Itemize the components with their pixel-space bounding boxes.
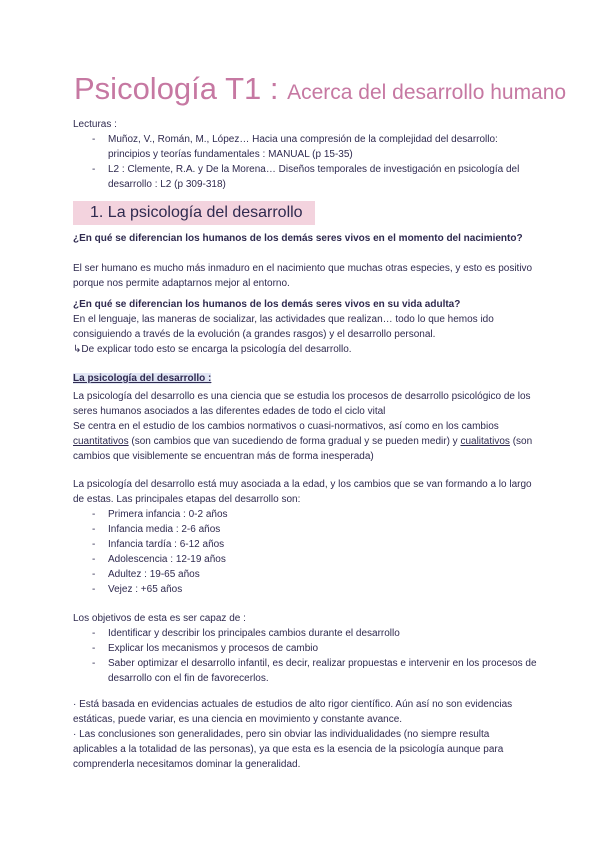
answer-2-arrow: ↳De explicar todo esto se encarga la psicología del desarrollo.: [73, 344, 352, 355]
list-item: - Infancia media : 2-6 años: [90, 522, 550, 537]
title-subtitle: Acerca del desarrollo humano: [287, 81, 567, 104]
list-item: - Primera infancia : 0-2 años: [90, 507, 550, 522]
term-cuantitativos: cuantitativos: [73, 436, 129, 447]
list-item: - Muñoz, V., Román, M., López… Hacia una compresión de la complejidad del desarrollo: principios y teorías fundamentales : MANUAL (p 15-35): [90, 132, 540, 162]
list-item: - Explicar los mecanismos y procesos de cambio: [90, 641, 550, 656]
definition-line-1: La psicología del desarrollo es una ciencia que se estudia los procesos de desarrollo psicológico de los seres humanos asociados a las diferentes edades de todo el ciclo vital: [73, 391, 531, 417]
list-item: - Saber optimizar el desarrollo infantil, es decir, realizar propuestas e intervenir en los procesos de desarrollo con el fin de favorecerlos.: [90, 656, 550, 686]
list-item: - Adultez : 19-65 años: [90, 567, 550, 582]
list-item: - Identificar y describir los principales cambios durante el desarrollo: [90, 626, 550, 641]
definition-label-line: [73, 371, 533, 386]
etapas-list: [90, 507, 550, 597]
list-item: - Vejez : +65 años: [90, 582, 550, 597]
list-item: - Adolescencia : 12-19 años: [90, 552, 550, 567]
note-2: · Las conclusiones son generalidades, pero sin obviar las individualidades (no siempre resulta aplicables a la totalidad de las personas), ya que esta es la esencia de la psicología aunque para comprenderla necesitamos dominar la generalidad.: [73, 729, 504, 770]
answer-2: En el lenguaje, las maneras de socializar, las actividades que realizan… todo lo que hemos ido consiguiendo a través de la evolución (a grandes rasgos) y el desarrollo personal.: [73, 314, 494, 340]
lecturas-list: [90, 132, 540, 192]
answer-1: El ser humano es mucho más inmaduro en el nacimiento que muchas otras especies, y esto es positivo porque nos permite adaptarnos mejor al entorno.: [73, 263, 533, 289]
list-item: - Infancia tardía : 6-12 años: [90, 537, 550, 552]
term-cualitativos: cualitativos: [460, 436, 510, 447]
title-separator: :: [261, 71, 288, 106]
question-2: ¿En qué se diferencian los humanos de los demás seres vivos en su vida adulta?: [73, 299, 461, 310]
lecturas-label: Lecturas :: [73, 119, 117, 130]
etapas-intro: La psicología del desarrollo está muy asociada a la edad, y los cambios que se van formando a lo largo de estas. Las principales etapas del desarrollo son:: [73, 479, 532, 505]
question-1: ¿En qué se diferencian los humanos de los demás seres vivos en el momento del nacimiento?: [73, 233, 523, 244]
objetivos-list: [90, 626, 550, 686]
list-item: - L2 : Clemente, R.A. y De la Morena… Diseños temporales de investigación en psicología del desarrollo : L2 (p 309-318): [90, 162, 540, 192]
definition-label: La psicología del desarrollo :: [73, 373, 212, 384]
note-1: · Está basada en evidencias actuales de estudios de alto rigor científico. Aún así no son evidencias estáticas, puede variar, es una ciencia en movimiento y constante avance.: [73, 699, 513, 725]
page-title: [74, 70, 566, 107]
title-main: Psicología T1: [74, 71, 262, 106]
section-heading: 1. La psicología del desarrollo: [73, 201, 315, 225]
definition-line-2: Se centra en el estudio de los cambios normativos o cuasi-normativos, así como en los cambios cuantitativos (son cambios que van sucediendo de forma gradual y se pueden medir) y cualitativos (son cambios que visiblemente se encuentran más de forma inesperada): [73, 421, 533, 462]
objetivos-intro: Los objetivos de esta es ser capaz de :: [73, 613, 246, 624]
